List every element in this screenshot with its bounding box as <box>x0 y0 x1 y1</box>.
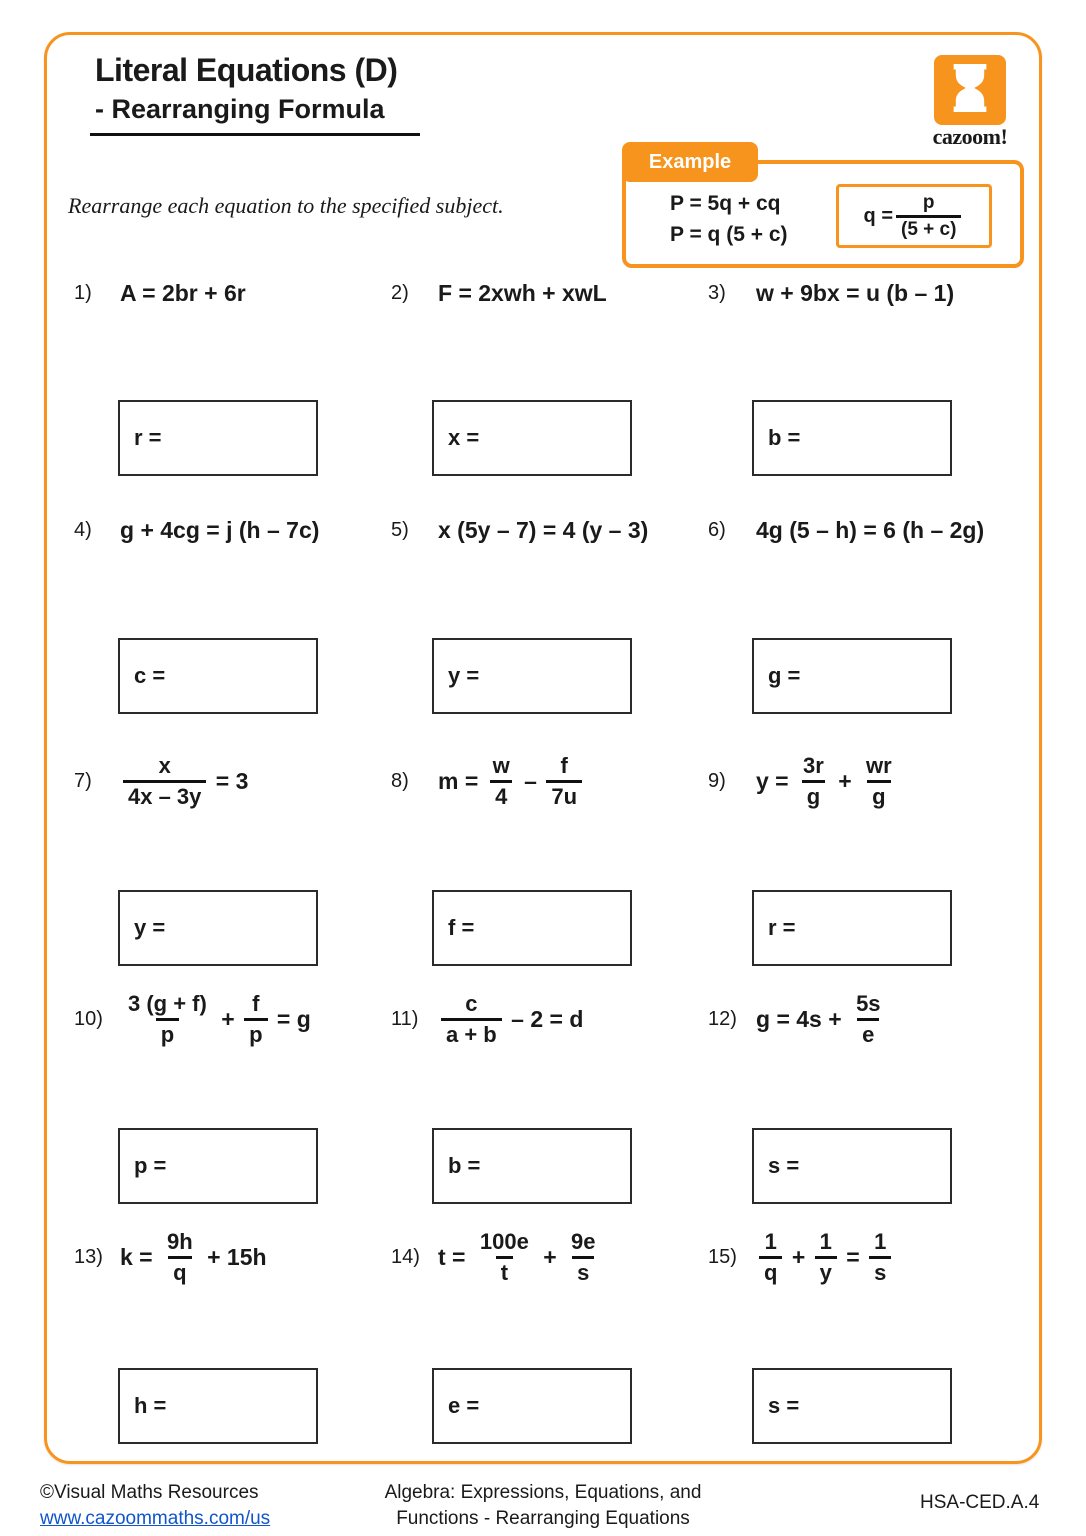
answer-label-5: y = <box>448 663 480 688</box>
answer-box-7[interactable] <box>118 890 318 966</box>
problem-equation-5: x (5y – 7) = 4 (y – 3) <box>438 516 649 543</box>
problem-number-1: 1) <box>74 281 92 304</box>
problem-equation-3: w + 9bx = u (b – 1) <box>756 279 955 306</box>
answer-label-12: s = <box>768 1153 800 1178</box>
answer-label-6: g = <box>768 663 801 688</box>
problem-number-8: 8) <box>391 769 409 792</box>
footer-description <box>300 1480 786 1532</box>
answer-box-12[interactable] <box>752 1128 952 1204</box>
answer-box-5[interactable] <box>432 638 632 714</box>
answer-label-11: b = <box>448 1153 481 1178</box>
problem-number-12: 12) <box>708 1007 737 1030</box>
problem-number-13: 13) <box>74 1245 103 1268</box>
cazoom-logo <box>934 55 1006 125</box>
problem-number-4: 4) <box>74 518 92 541</box>
worksheet-subtitle: - Rearranging Formula <box>95 94 385 124</box>
answer-box-11[interactable] <box>432 1128 632 1204</box>
problem-equation-12: g = 4s + $\frac{5s}{e}$ <box>756 991 881 1047</box>
problem-number-5: 5) <box>391 518 409 541</box>
answer-box-1[interactable] <box>118 400 318 476</box>
answer-box-9[interactable] <box>752 890 952 966</box>
answer-box-15[interactable] <box>752 1368 952 1444</box>
problem-equation-10: $\frac{3 (g + f)}{p}$ + $\frac{f}{p}$ = g <box>128 991 311 1047</box>
footer-description-line1: Algebra: Expressions, Equations, and <box>384 1482 702 1503</box>
worksheet-title: Literal Equations (D) <box>95 52 398 88</box>
example-equations <box>670 188 788 250</box>
problem-equation-2: F = 2xwh + xwL <box>438 279 607 306</box>
footer-standard-code: HSA-CED.A.4 <box>920 1492 1040 1513</box>
answer-label-15: s = <box>768 1393 800 1418</box>
answer-box-10[interactable] <box>118 1128 318 1204</box>
title-underline <box>90 133 420 136</box>
problem-equation-6: 4g (5 – h) = 6 (h – 2g) <box>756 516 985 543</box>
problem-equation-1: A = 2br + 6r <box>120 279 246 306</box>
example-tab: Example <box>622 142 758 182</box>
problem-equation-14: t = $\frac{100e}{t}$ + $\frac{9e}{s}$ <box>438 1229 596 1285</box>
problem-number-15: 15) <box>708 1245 737 1268</box>
answer-label-13: h = <box>134 1393 167 1418</box>
cazoom-logo-icon <box>948 64 992 117</box>
answer-box-6[interactable] <box>752 638 952 714</box>
problem-equation-13: k = $\frac{9h}{q}$ + 15h <box>120 1229 267 1285</box>
problem-equation-4: g + 4cg = j (h – 7c) <box>120 516 320 543</box>
footer-left <box>40 1480 270 1532</box>
problem-number-2: 2) <box>391 281 409 304</box>
cazoom-logo-text: cazoom! <box>932 124 1008 149</box>
answer-label-7: y = <box>134 915 166 940</box>
answer-label-8: f = <box>448 915 475 940</box>
problem-number-7: 7) <box>74 769 92 792</box>
answer-box-14[interactable] <box>432 1368 632 1444</box>
instruction-text: Rearrange each equation to the specified subject. <box>68 193 504 218</box>
answer-box-4[interactable] <box>118 638 318 714</box>
example-equation-line2: P = q (5 + c) <box>670 223 788 246</box>
problem-equation-15: $\frac{1}{q}$ + $\frac{1}{y}$ = $\frac{1}{s}$ <box>756 1217 894 1297</box>
answer-label-10: p = <box>134 1153 167 1178</box>
answer-label-1: r = <box>134 425 162 450</box>
answer-box-13[interactable] <box>118 1368 318 1444</box>
example-answer-box: q = $\frac{p}{(5 + c)}$ <box>836 184 992 248</box>
problem-number-10: 10) <box>74 1007 103 1030</box>
answer-label-2: x = <box>448 425 480 450</box>
footer-description-line2: Functions - Rearranging Equations <box>396 1508 690 1529</box>
problem-number-6: 6) <box>708 518 726 541</box>
problem-number-9: 9) <box>708 769 726 792</box>
example-equation-line1: P = 5q + cq <box>670 192 781 215</box>
problem-number-11: 11) <box>391 1007 419 1030</box>
answer-box-2[interactable] <box>432 400 632 476</box>
answer-label-14: e = <box>448 1393 480 1418</box>
answer-box-3[interactable] <box>752 400 952 476</box>
problem-equation-11: $\frac{c}{a + b}$ – 2 = d <box>438 979 583 1059</box>
problem-number-3: 3) <box>708 281 726 304</box>
problem-equation-8: m = $\frac{w}{4}$ – $\frac{f}{7u}$ <box>438 741 585 821</box>
problem-equation-9: y = $\frac{3r}{g}$ + $\frac{wr}{g}$ <box>756 753 892 809</box>
problem-number-14: 14) <box>391 1245 420 1268</box>
footer-copyright: ©Visual Maths Resources <box>40 1482 259 1503</box>
answer-label-4: c = <box>134 663 166 688</box>
example-box <box>622 150 1024 268</box>
answer-label-3: b = <box>768 425 801 450</box>
problem-equation-7: $\frac{x}{4x - 3y}$ = 3 <box>120 741 248 821</box>
footer-link[interactable]: www.cazoommaths.com/us <box>40 1508 271 1529</box>
answer-box-8[interactable] <box>432 890 632 966</box>
answer-label-9: r = <box>768 915 796 940</box>
